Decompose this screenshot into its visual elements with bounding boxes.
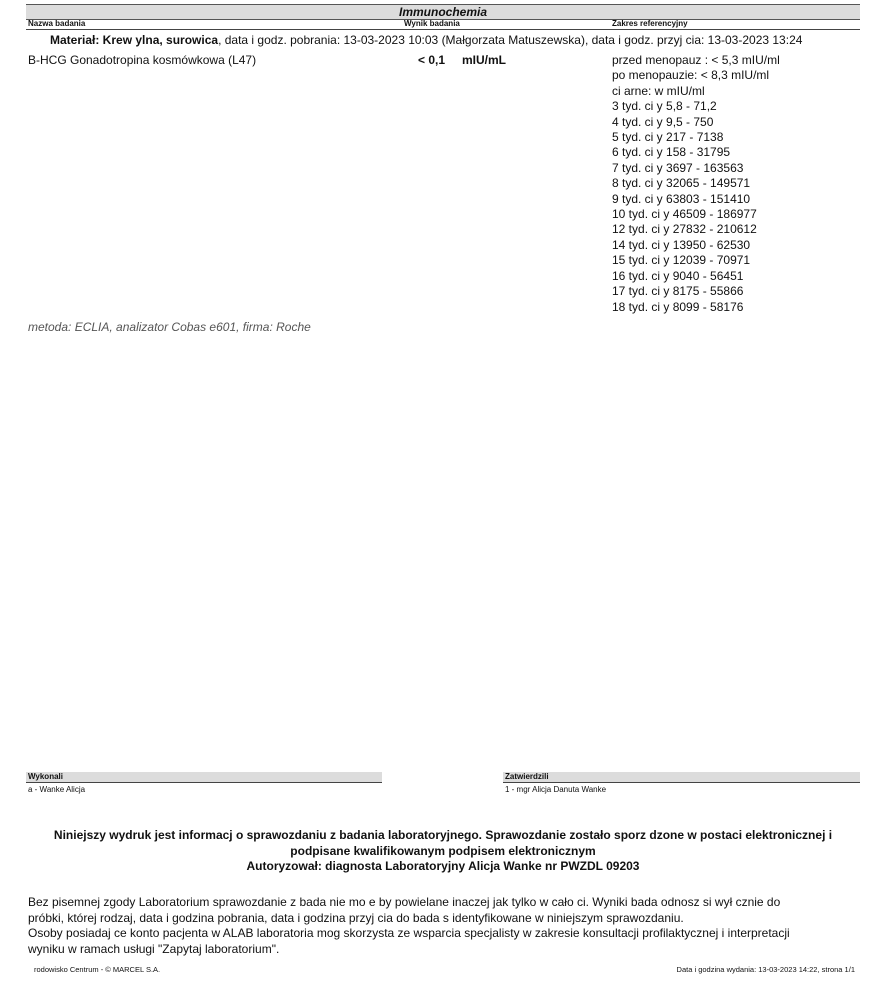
reference-line: 3 tyd. ci y 5,8 - 71,2 (612, 99, 717, 114)
reference-line: 6 tyd. ci y 158 - 31795 (612, 145, 731, 160)
electronic-report-notice (26, 828, 860, 875)
legal-line: próbki, której rodzaj, data i godzina pobrania, data i godzina przyj cia do bada s identyfikowane w niniejszym sprawozdaniu. (28, 910, 684, 925)
reference-line: 17 tyd. ci y 8175 - 55866 (612, 284, 744, 299)
reference-line: po menopauzie: < 8,3 mIU/ml (612, 68, 770, 83)
notice-line: Autoryzował: diagnosta Laboratoryjny Alicja Wanke nr PWZDL 09203 (246, 859, 640, 873)
legal-line: Osoby posiadaj ce konto pacjenta w ALAB laboratoria mog skorzysta ze wsparcia specjalisty w zakresie konsultacji profilaktycznej i interpretacji (28, 926, 790, 940)
column-header-result: Wynik badania (404, 19, 460, 28)
section-title: Immunochemia (26, 4, 860, 20)
footer-software: rodowisko Centrum - © MARCEL S.A. (34, 965, 161, 974)
reference-range-list (612, 53, 780, 315)
test-name: B-HCG Gonadotropina kosmówkowa (L47) (28, 53, 257, 67)
reference-line: 18 tyd. ci y 8099 - 58176 (612, 299, 744, 314)
reference-line: 16 tyd. ci y 9040 - 56451 (612, 268, 744, 283)
material-label: Materiał: Krew ylna, surowica (50, 33, 219, 47)
reference-line: 15 tyd. ci y 12039 - 70971 (612, 253, 751, 268)
column-header-name: Nazwa badania (28, 19, 86, 28)
performed-by-value: a - Wanke Alicja (28, 785, 86, 794)
footer-issue-date: Data i godzina wydania: 13-03-2023 14:22, strona 1/1 (676, 965, 855, 974)
test-result: < 0,1 (418, 53, 446, 67)
material-line (50, 33, 802, 47)
reference-line: 5 tyd. ci y 217 - 7138 (612, 130, 724, 145)
reference-line: 7 tyd. ci y 3697 - 163563 (612, 160, 744, 175)
approved-by-value: 1 - mgr Alicja Danuta Wanke (505, 785, 607, 794)
reference-line: 14 tyd. ci y 13950 - 62530 (612, 237, 751, 252)
method-note: metoda: ECLIA, analizator Cobas e601, firma: Roche (28, 320, 311, 334)
reference-line: przed menopauz : < 5,3 mIU/ml (612, 53, 780, 67)
legal-disclaimer (28, 895, 858, 957)
reference-line: 8 tyd. ci y 32065 - 149571 (612, 176, 751, 191)
reference-line: 4 tyd. ci y 9,5 - 750 (612, 114, 714, 129)
legal-line: wyniku w ramach usługi "Zapytaj laboratorium". (28, 941, 280, 956)
reference-line: 12 tyd. ci y 27832 - 210612 (612, 222, 757, 237)
approved-by-label: Zatwierdzili (503, 772, 860, 783)
legal-line: Bez pisemnej zgody Laboratorium sprawozdanie z bada nie mo e by powielane inaczej jak tylko w cało ci. Wyniki bada odnosz si wył cznie do (28, 895, 781, 909)
reference-line: 10 tyd. ci y 46509 - 186977 (612, 207, 757, 222)
header-divider (26, 29, 860, 30)
test-unit: mIU/mL (462, 53, 507, 67)
column-header-reference: Zakres referencyjny (612, 19, 688, 28)
performed-by-label: Wykonali (26, 772, 382, 783)
reference-line: ci arne: w mIU/ml (612, 83, 705, 98)
notice-line: Niniejszy wydruk jest informacj o sprawozdaniu z badania laboratoryjnego. Sprawozdanie zostało sporz dzone w postaci elektronicznej i (53, 828, 833, 842)
notice-line: podpisane kwalifikowanym podpisem elektronicznym (290, 843, 596, 858)
reference-line: 9 tyd. ci y 63803 - 151410 (612, 191, 751, 206)
material-details: , data i godz. pobrania: 13-03-2023 10:03 (Małgorzata Matuszewska), data i godz. przyj cia: 13-03-2023 13:24 (218, 33, 803, 47)
